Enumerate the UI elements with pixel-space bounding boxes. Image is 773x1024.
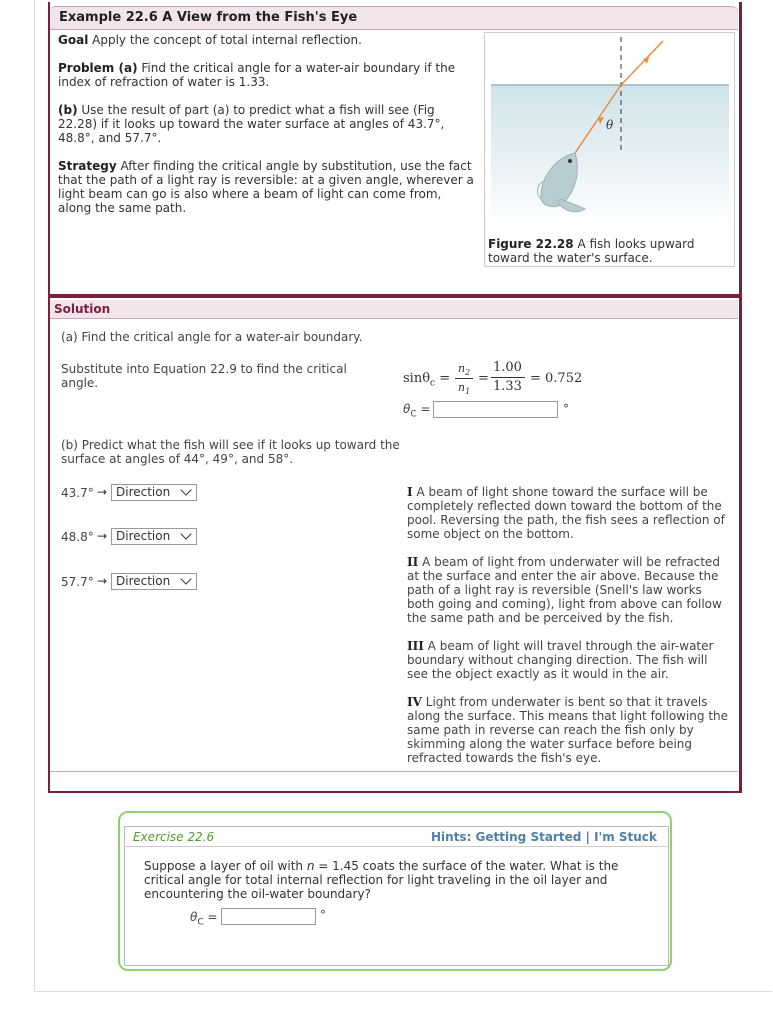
exercise-question: Suppose a layer of oil with n = 1.45 coats the surface of the water. What is the critical angle for total internal reflection for light traveling in the oil layer and encountering the oil-water boundary? [144,859,619,901]
chevron-down-icon [180,528,191,539]
exercise-theta-input[interactable] [221,908,316,925]
exercise-title: Exercise 22.6 [133,830,215,844]
example-title: Example 22.6 A View from the Fish's Eye [59,10,358,25]
goal-text: Goal Apply the concept of total internal reflection. [58,33,362,47]
option-iii: III A beam of light will travel through the air-water boundary without changing direction. The fish will see the object exactly as it would in the air. [407,639,714,681]
chevron-down-icon [180,484,191,495]
exercise-degree-symbol: ° [320,908,326,922]
solution-box: Solution (a) Find the critical angle for a water-air boundary. Substitute into Equation 22.9 to find the critical angle. sinθ$_c$ = $n_2$ $n_1$ = 1.00 1.33 = 0.752 $\theta_C$ = ° (b) Predict what the fish will see if it looks up toward the surface at angles of 44°, 49°, and 58°. 43.7° → Direction 48.8° → Direction 57.7° → Direction I A beam of light shone toward the surface will be completely reflected down toward the bottom of the pool. Reversing the path, the fish sees a reflection of some object on the bottom. II A beam of light from underwater will be refracted at the surface and enter the air above. Because the path of a light ray is reversible (Snell's law works both going and coming), light from above can follow the same path and be perceived by the fish. III A beam of light will travel through the air-water boundary without changing direction. The fish will see the object exactly as it would in the air. IV Light from underwater is bent so that it travels along the surface. This means that light following the same path in reverse can reach the fish only by skimming along the water surface before being refracted towards the fish's eye. [48,296,742,793]
degree-symbol: ° [563,402,569,416]
example-box [48,2,742,296]
arrow-icon: → [97,485,108,499]
direction-select-1[interactable]: Direction [111,484,197,501]
part-a-prompt: (a) Find the critical angle for a water-air boundary. [61,330,363,344]
exercise-theta-label: $\theta_C$ = [190,910,218,928]
problem-text: Problem (a) Find the critical angle for a water-air boundary if the index of refraction of water is 1.33. [58,61,456,89]
theta-c-input[interactable] [433,401,558,418]
solution-header [50,300,738,319]
hint-getting-started-link[interactable]: Hints: Getting Started [431,830,582,844]
fish-figure [485,33,734,233]
hint-stuck-link[interactable]: I'm Stuck [594,830,657,844]
water-area [491,85,729,230]
direction-select-2[interactable]: Direction [111,528,197,545]
option-ii: II A beam of light from underwater will be refracted at the surface and enter the air above. Because the path of a light ray is reversible (Snell's law works both going and coming), light from above can follow the same path and be perceived by the fish. [407,555,722,625]
angle-label-2: 48.8° [61,530,94,544]
chevron-down-icon [180,573,191,584]
strategy-text: Strategy After finding the critical angle by substitution, use the fact that the path of a light ray is reversible: at a given angle, wherever a light beam can go is also where a beam of light can come from, along the same path. [58,159,474,215]
part-a-instruction: Substitute into Equation 22.9 to find the critical angle. [61,362,347,390]
direction-select-3[interactable]: Direction [111,573,197,590]
ray-above [621,41,663,85]
angle-label-1: 43.7° [61,486,94,500]
figure-box [484,32,735,267]
solution-divider [50,771,738,772]
arrow-icon: → [97,529,108,543]
angle-label-3: 57.7° [61,575,94,589]
part-b-prompt: (b) Predict what the fish will see if it looks up toward the surface at angles of 44°, 49°, and 58°. [61,438,400,466]
theta-c-label: $\theta_C$ = [403,402,431,420]
arrow-icon: → [97,574,108,588]
theta-label: θ [606,118,614,132]
part-b-text: (b) Use the result of part (a) to predict what a fish will see (Fig 22.28) if it looks up toward the water surface at angles of 43.7°, 48.8°, and 57.7°. [58,103,445,145]
example-header [50,6,738,30]
figure-caption: Figure 22.28 A fish looks upward toward the water's surface. [488,237,695,265]
solution-title: Solution [54,302,111,316]
option-iv: IV Light from underwater is bent so that it travels along the surface. This means that light following the same path in reverse can reach the fish only by skimming along the water surface before being refracted towards the fish's eye. [407,695,729,765]
hints-links: Hints: Getting Started | I'm Stuck [431,830,657,844]
option-i: I A beam of light shone toward the surface will be completely reflected down toward the bottom of the pool. Reversing the path, the fish sees a reflection of some object on the bottom. [407,485,725,541]
